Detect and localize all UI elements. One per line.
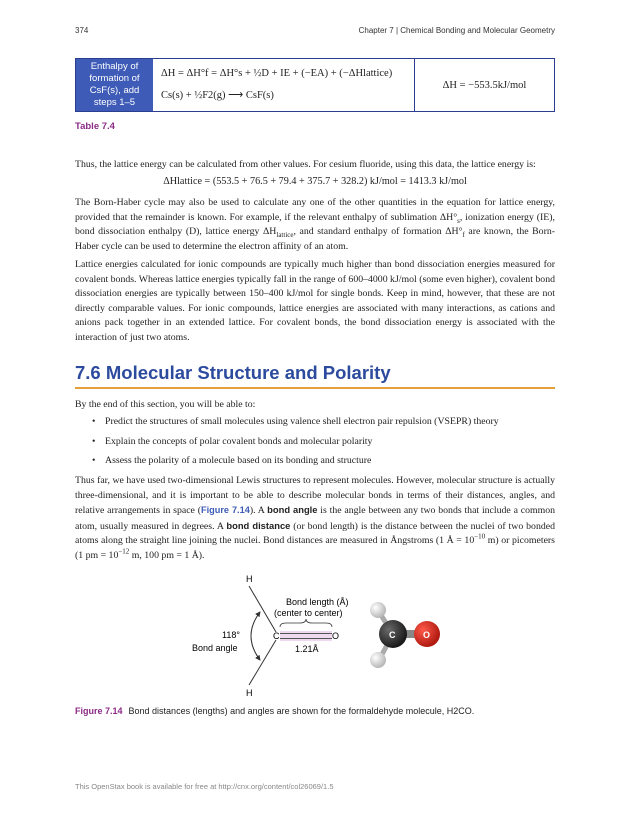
list-item: • Assess the polarity of a molecule based on its bonding and structure — [92, 455, 552, 475]
figure-caption-number: Figure 7.14 — [75, 706, 123, 716]
model-label-o: O — [423, 630, 431, 640]
p4-part-c: is the angle between any two bonds that include a common atom, usually measured in degrees. A — [75, 505, 555, 532]
table-equation-cell — [153, 59, 415, 111]
p2-part-c: and standard enthalpy of formation — [299, 226, 442, 238]
p4-part-d: (or bond length) is the distance between the nuclei of two bonded atoms along the straight line joining the nuclei. Bond distances are measured in Ångstroms (1 Å = 10 — [75, 520, 555, 547]
exponent-2: −12 — [118, 547, 130, 556]
atom-c: C — [273, 631, 280, 641]
table-equation-line-1: ΔH = ΔH°f = ΔH°s + ½D + IE + (−EA) + (−ΔHlattice) — [161, 68, 393, 79]
exponent-1: −10 — [474, 533, 486, 542]
p4-part-f: m, 100 pm = 1 Å). — [131, 549, 205, 561]
paragraph-molecular-structure — [75, 474, 555, 564]
table-caption: Table 7.4 — [75, 121, 115, 132]
formaldehyde-figure — [180, 572, 460, 700]
bond-length-label-1: Bond length (Å) — [286, 597, 349, 607]
term-bond-distance: bond distance — [226, 519, 291, 531]
paragraph-lattice-vs-bond: Lattice energies calculated for ionic compounds are typically much higher than bond dissociation energies measured for covalent bonds. Whereas lattice energies typically fall in the range of 600–4000 kJ/mol (some even higher), covalent bond dissociation energies are typically between 150–400 kJ/mol for single bonds. Keep in mind, however, that these are not directly comparable values. For ionic compounds, lattice energies are associated with many interactions, as cations and anions pack together in an extended lattice. For covalent bonds, the bond dissociation energy is associated with the interaction of just two atoms. — [75, 259, 555, 343]
footer-attribution: This OpenStax book is available for free at http://cnx.org/content/col26069/1.5 — [75, 782, 334, 791]
p2-part-a: The Born-Haber cycle may also be used to calculate any one of the other quantities in the equation for lattice energy, provided that the remainder is known. For example, if the relevant enthalpy of sublimation — [75, 197, 555, 223]
p4-part-a: Thus far, we have used two-dimensional Lewis structures to represent molecules. However, molecular structure is actually three-dimensional, and it is important to be able to describe molecular bonds in terms of their distances, angles, and relative arrangements in space ( — [75, 475, 555, 517]
list-item: • Explain the concepts of polar covalent bonds and molecular polarity — [92, 436, 552, 456]
p4-part-b: ). A — [249, 505, 265, 517]
angle-label: Bond angle — [192, 643, 238, 653]
table-row-label: Enthalpy of formation of CsF(s), add steps 1–5 — [76, 59, 153, 111]
p2-part-b: ionization energy (IE), bond dissociation enthalpy (D), lattice energy — [75, 211, 555, 238]
learning-objectives-intro: By the end of this section, you will be able to: — [75, 399, 256, 410]
term-bond-angle: bond angle — [267, 504, 318, 516]
angle-value: 118° — [222, 630, 240, 640]
equation-lattice-energy: ΔHlattice = (553.5 + 76.5 + 79.4 + 375.7 + 328.2) kJ/mol = 1413.3 kJ/mol — [163, 176, 467, 187]
page-number: 374 — [75, 26, 89, 35]
learning-objectives-list — [92, 416, 552, 475]
p2-part-d: are known, the Born-Haber cycle can be used to determine the electron affinity of an atom. — [75, 226, 556, 252]
figure-caption-text: Bond distances (lengths) and angles are shown for the formaldehyde molecule, H2CO. — [128, 706, 475, 716]
table-equation-line-2: Cs(s) + ½F2(g) ⟶ CsF(s) — [161, 90, 274, 101]
chapter-header: Chapter 7 | Chemical Bonding and Molecular Geometry — [358, 26, 555, 35]
bond-length-brace — [280, 619, 332, 627]
paragraph-lattice-intro: Thus, the lattice energy can be calculated from other values. For cesium fluoride, using this data, the lattice energy is: — [75, 159, 536, 170]
angle-arc-down — [251, 612, 260, 660]
atom-h-top: H — [246, 574, 253, 584]
figure-link[interactable]: Figure 7.14 — [200, 505, 250, 516]
bond-length-highlight — [280, 631, 332, 641]
atom-h-bottom: H — [246, 688, 253, 698]
paragraph-born-haber: The Born-Haber cycle may also be used to calculate any one of the other quantities in the equation for lattice energy, provided that the remainder is known. For example, if the relevant enthalpy of sublimation $\Delta H^\circ_s$, ionization energy (IE), bond dissociation enthalpy (D), lattice energy $\Delta H_{lattice}$, and standard enthalpy of formation $\Delta H^\circ_f$ are known, the Born-Haber cycle can be used to determine the electron affinity of an atom. — [75, 197, 556, 252]
figure-caption — [75, 706, 474, 716]
model-label-c: C — [389, 630, 396, 640]
section-divider — [75, 387, 555, 389]
bond-length-label-2: (center to center) — [274, 608, 343, 618]
model-atom-h-top — [370, 602, 386, 618]
table-result-cell: ΔH = −553.5kJ/mol — [442, 79, 527, 91]
enthalpy-table — [75, 58, 555, 112]
atom-o: O — [332, 631, 340, 641]
bond-length-value: 1.21Å — [295, 644, 319, 654]
p4-part-e: m) or picometers (1 pm = 10 — [75, 535, 555, 561]
list-item: • Predict the structures of small molecules using valence shell electron pair repulsion (VSEPR) theory — [92, 416, 552, 436]
model-atom-h-bottom — [370, 652, 386, 668]
section-title: 7.6 Molecular Structure and Polarity — [75, 362, 391, 383]
